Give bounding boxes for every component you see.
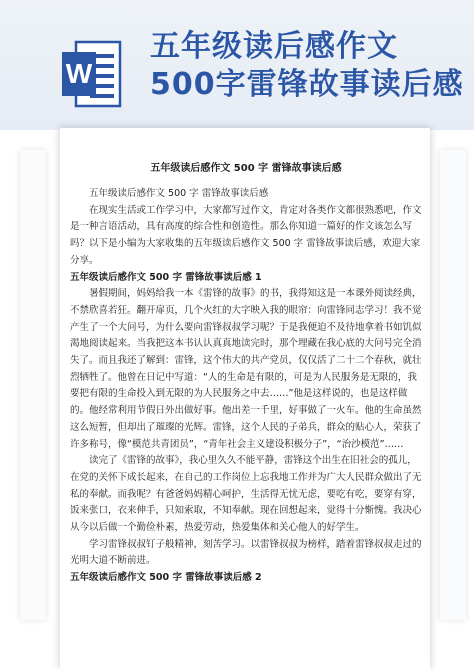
word-document-icon bbox=[62, 38, 122, 110]
intro-paragraph: 在现实生活或工作学习中，大家都写过作文，肯定对各类作文都很熟悉吧，作文是一种言语活动，具有高度的综合性和创造性。那么你知道一篇好的作文该怎么写吗？以下是小编为大家收集的五年级读后感作文 500 字 雷锋故事读后感，欢迎大家分享。 bbox=[70, 204, 422, 266]
banner-title-line1: 五年级读后感作文 bbox=[150, 29, 398, 64]
banner-title-line2: 500字雷锋故事读后感 bbox=[150, 67, 464, 102]
document-body bbox=[70, 156, 422, 587]
svg-text:W: W bbox=[65, 58, 93, 89]
banner-title bbox=[150, 28, 470, 104]
header-banner bbox=[0, 0, 474, 130]
section-heading-1: 五年级读后感作文 500 字 雷锋故事读后感 1 bbox=[70, 271, 262, 283]
document-title: 五年级读后感作文 500 字 雷锋故事读后感 bbox=[150, 163, 342, 174]
paragraph-2: 读完了《雷锋的故事》，我心里久久不能平静，雷锋这个出生在旧社会的孤儿，在党的关怀下成长起来，在自己的工作岗位上忘我地工作并为广大人民群众做出了无私的奉献。而我呢？有爸爸妈妈精心呵护，生活得无忧无虑，要吃有吃，要穿有穿，饭来张口，衣来伸手，只知索取，不知奉献。现在回想起来，觉得十分惭愧。我决心从今以后做一个勤俭朴素，热爱劳动，热爱集体和关心他人的好学生。 bbox=[70, 455, 422, 534]
section-heading-2: 五年级读后感作文 500 字 雷锋故事读后感 2 bbox=[70, 572, 262, 584]
document-subtitle: 五年级读后感作文 500 字 雷锋故事读后感 bbox=[89, 188, 269, 199]
paragraph-1: 暑假期间，妈妈给我一本《雷锋的故事》的书，我得知这是一本课外阅读经典，不禁欣喜若狂。翻开扉页，几个火红的大字映入我的眼帘：向雷锋同志学习！我不觉产生了一个大问号，为什么要向雷锋叔叔学习呢？于是我便迫不及待地拿着书如饥似渴地阅读起来。当我把这本书认认真真地读完时，那个埋藏在我心底的大问号完全消失了。而且我还了解到：雷锋，这个伟大的共产党员，仅仅活了二十二个春秋，就壮烈牺牲了。他曾在日记中写道：“人的生命是有限的，可是为人民服务是无限的，我要把有限的生命投入到无限的为人民服务之中去……”他是这样说的，也是这样做的。他经常利用节假日外出做好事。他出差一千里，好事做了一火车。他的生命虽然这么短暂，但却出了璀璨的光辉。雷锋，这个人民的子弟兵，群众的贴心人，荣获了许多称号，像“模范共青团员”，“青年社会主义建设积极分子”，“治沙模范”…… bbox=[70, 288, 422, 450]
paragraph-3: 学习雷锋叔叔钉子般精神，刻苦学习。以雷锋叔叔为榜样，踏着雷锋叔叔走过的光明大道不断前进。 bbox=[70, 538, 422, 567]
document-page bbox=[60, 128, 430, 669]
background-document-left bbox=[20, 150, 46, 620]
background-document-right bbox=[440, 150, 466, 620]
